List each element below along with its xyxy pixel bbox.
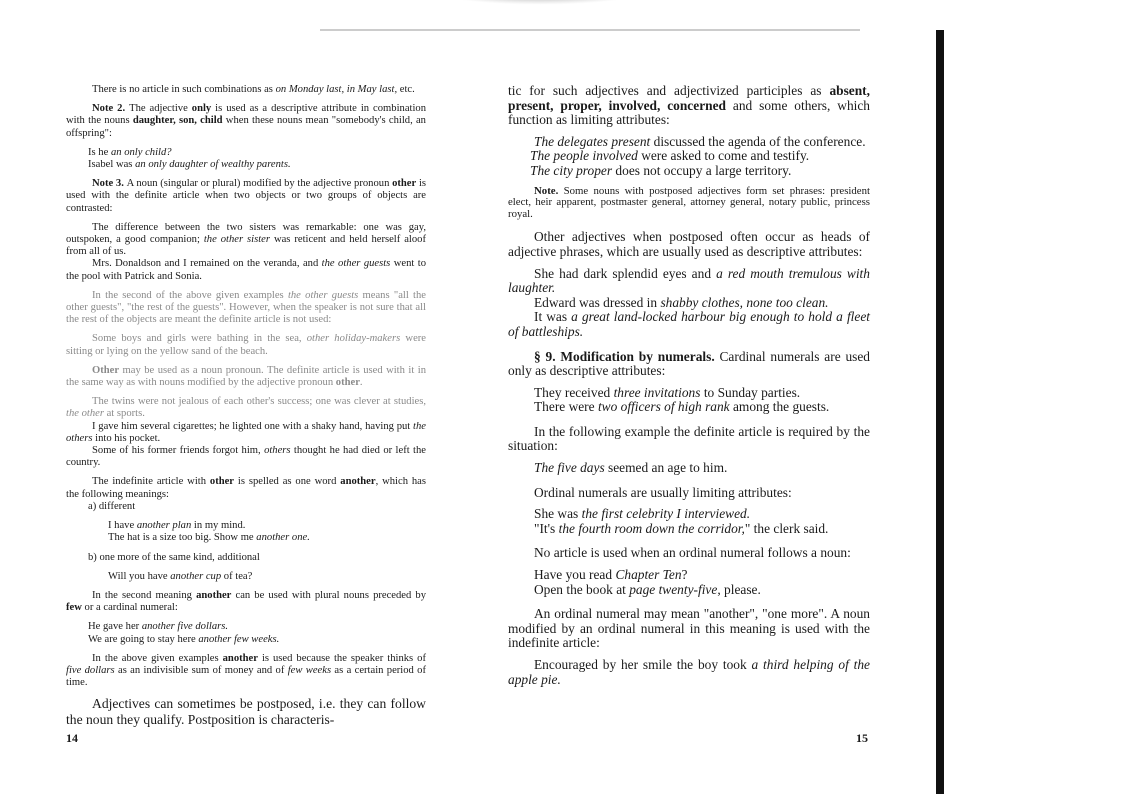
paragraph [508, 607, 870, 651]
text-run: two officers of high rank [597, 399, 730, 415]
text-run: ? [681, 567, 688, 583]
paragraph [66, 84, 426, 96]
text-run: another [196, 589, 232, 601]
text-run: another [222, 652, 258, 664]
text-run: Note 3. [92, 178, 127, 190]
example [508, 522, 870, 537]
text-run: when these nouns mean "somebody's child, an offspring": [66, 115, 426, 139]
text-run: were sitting or lying on the yellow sand of the beach. [66, 333, 426, 357]
text-run: Is he [88, 146, 111, 158]
text-run: an only child? [110, 146, 172, 158]
text-run: absent, present, proper, involved, concerned [508, 83, 870, 113]
text-run: Some boys and girls were bathing in the sea, [92, 333, 307, 345]
paragraph [66, 590, 426, 614]
note-3 [66, 178, 426, 215]
example [508, 164, 870, 179]
text-run: Ordinal numerals are usually limiting attributes: [534, 484, 792, 500]
scan-edge-bar [936, 30, 944, 794]
text-run: a great land-locked harbour big enough to hold a fleet of battleships. [508, 309, 870, 339]
text-run: , please. [717, 581, 761, 597]
text-run: Some of his former friends forgot him, [92, 445, 265, 457]
text-run: Edward was dressed in [534, 294, 661, 310]
text-run: The people involved [530, 148, 638, 164]
text-run: Other adjectives when postposed often occur as heads of adjective phrases, which are usually used as descriptive attributes: [508, 229, 870, 259]
example [508, 400, 870, 415]
text-run: or a cardinal numeral: [81, 602, 178, 614]
text-run: § 9. Modification by numerals. [534, 348, 715, 364]
example [508, 658, 870, 687]
text-run: another one. [256, 532, 310, 544]
text-run: The five days [534, 460, 605, 476]
example [66, 333, 426, 357]
text-run: discussed the agenda of the conference. [650, 133, 866, 149]
paragraph [66, 476, 426, 500]
text-run: We are going to stay here [88, 633, 199, 645]
text-run: can be used with plural nouns preceded by [231, 589, 426, 601]
text-run: other [335, 377, 360, 389]
text-run: is spelled as one word [234, 476, 341, 488]
example [66, 532, 426, 544]
text-run: Encouraged by her smile the boy took [534, 657, 752, 672]
text-run: only [191, 103, 212, 115]
text-run: means "all the other guests", "the rest of the guests". However, when the speaker is not sure that all the rest of the objects are meant the definite article is not used: [66, 289, 426, 326]
example [508, 507, 870, 522]
text-run: went to the pool with Patrick and Sonia. [66, 258, 426, 282]
text-run: five dollars [66, 664, 115, 676]
paragraph [508, 546, 870, 561]
text-run: others [264, 445, 291, 457]
example [508, 583, 870, 598]
paragraph [66, 290, 426, 327]
text-run: Cardinal numerals are used only as descriptive attributes: [508, 348, 870, 379]
list-label [66, 501, 426, 513]
text-run: as a certain period of time. [66, 664, 427, 689]
paragraph [508, 425, 870, 454]
text-run: It was [534, 309, 572, 325]
text-run: "It's [534, 520, 559, 536]
example [66, 520, 426, 532]
example [66, 147, 426, 159]
note [508, 186, 870, 221]
example [66, 222, 426, 259]
text-run: There were [534, 399, 598, 415]
example [66, 634, 426, 646]
text-run: I have [108, 520, 137, 532]
text-run: She had dark splendid eyes and [534, 265, 717, 281]
text-run: A noun (singular or plural) modified by the adjective pronoun [126, 178, 393, 190]
text-run: another [340, 476, 376, 488]
example [66, 621, 426, 633]
paragraph [66, 696, 426, 726]
text-run: No article is used when an ordinal numeral follows a noun: [534, 545, 851, 561]
text-run: He gave her [88, 621, 142, 633]
text-run: a red mouth tremulous with laughter. [508, 265, 870, 296]
text-run: " the clerk said. [744, 520, 829, 536]
text-run: and some others, which function as limiting attributes: [508, 97, 870, 128]
right-page-column [508, 84, 870, 687]
left-page-column [66, 84, 426, 727]
text-run: Isabel was [88, 159, 136, 171]
example [508, 568, 870, 583]
text-run: few [66, 602, 82, 614]
text-run: among the guests. [729, 399, 830, 415]
text-run: is used with the definite article when two objects or two groups of objects are contrasted: [66, 178, 427, 214]
text-run: an only daughter of wealthy parents. [135, 159, 291, 171]
text-run: another five dollars. [141, 621, 229, 633]
text-run: another plan [136, 520, 192, 532]
example [508, 267, 870, 296]
paragraph [66, 365, 426, 389]
text-run: In the second of the above given examples [92, 289, 288, 301]
text-run: The city proper [530, 162, 613, 178]
text-run: She was [534, 506, 582, 522]
text-run: An ordinal numeral may mean "another", "one more". A noun modified by an ordinal numeral in this meaning is used with the indefinite article: [508, 606, 870, 651]
text-run: another cup [170, 570, 222, 582]
page-number-left: 14 [66, 731, 78, 745]
text-run: as an indivisible sum of money and of [114, 664, 288, 676]
text-run: into his pocket. [92, 432, 161, 444]
text-run: Some nouns with postposed adjectives form set phrases: president elect, heir apparent, postmaster general, attorney general, notary public, princess royal. [508, 184, 870, 220]
example [508, 149, 870, 164]
text-run: thought he had died or left the country. [66, 445, 426, 469]
text-run: the other sister [203, 234, 270, 246]
text-run: a third helping of the apple pie. [508, 657, 870, 687]
text-run: The difference between the two sisters was remarkable: one was gay, outspoken, a good companion; [66, 221, 426, 246]
note-2 [66, 103, 426, 140]
paragraph [508, 84, 870, 128]
text-run: . [359, 377, 363, 389]
text-run: shabby clothes, none too clean. [660, 294, 829, 310]
text-run: another few weeks. [198, 633, 280, 645]
text-run: Other [92, 364, 120, 376]
text-run: The indefinite article with [92, 476, 210, 488]
text-run: seemed an age to him. [604, 460, 728, 476]
text-run: Note 2. [92, 103, 130, 115]
text-run: is used as a descriptive attribute in combination with the nouns [66, 103, 427, 127]
text-run: other [392, 178, 417, 190]
scan-shadow-top [300, 0, 860, 34]
text-run: may be used as a noun pronoun. The definite article is used with it in the same way as with nouns modified by the adjective pronoun [66, 364, 426, 389]
example [66, 421, 426, 445]
example [66, 258, 426, 282]
text-run: the first celebrity I interviewed. [581, 506, 751, 522]
text-run: the other guests [287, 289, 359, 301]
example [508, 461, 870, 476]
text-run: page twenty-five [629, 581, 718, 597]
text-run: Chapter Ten [615, 567, 682, 583]
paragraph [66, 653, 426, 690]
text-run: etc. [397, 84, 415, 95]
text-run: Open the book at [534, 581, 630, 597]
text-run: b) one more of the same kind, additional [88, 551, 260, 563]
list-label [66, 552, 426, 564]
text-run: In the above given examples [92, 652, 223, 664]
text-run: of tea? [221, 570, 253, 582]
text-run: the others [66, 420, 426, 444]
text-run: The twins were not jealous of each other's success; one was clever at studies, [92, 396, 426, 408]
page-number-right: 15 [856, 731, 868, 745]
paragraph [508, 230, 870, 259]
text-run: other [209, 476, 235, 488]
text-run: the fourth room down the corridor, [558, 520, 745, 536]
text-run: In the following example the definite article is required by the situation: [508, 423, 870, 454]
text-run: The adjective [129, 103, 192, 115]
example [508, 310, 870, 339]
text-run: tic for such adjectives and adjectivized participles as [508, 83, 830, 98]
text-run: at sports. [103, 408, 145, 420]
text-run: other holiday-makers [306, 333, 401, 345]
text-run: was reticent and held herself aloof from all of us. [66, 234, 426, 258]
text-run: I gave him several cigarettes; he lighted one with a shaky hand, having put [92, 420, 414, 432]
text-run: a) different [88, 500, 136, 512]
text-run: Mrs. Donaldson and I remained on the veranda, and [92, 258, 322, 270]
text-run: is used because the speaker thinks of [257, 652, 426, 664]
text-run: Note. [534, 184, 564, 197]
text-run: In the second meaning [92, 589, 197, 601]
text-run: daughter, son, child [132, 115, 223, 127]
text-run: on Monday last, in May last, [275, 84, 398, 95]
example [66, 396, 426, 420]
paragraph [508, 486, 870, 501]
example [66, 445, 426, 469]
example [66, 159, 426, 171]
text-run: , which has the following meanings: [66, 476, 426, 500]
text-run: Adjectives can sometimes be postposed, i.e. they can follow the noun they qualify. Postposition is characteris- [66, 696, 426, 727]
text-run: few weeks [287, 664, 332, 676]
text-run: the other [66, 408, 104, 420]
text-run: The hat is a size too big. Show me [108, 532, 257, 544]
example [508, 296, 870, 311]
example [508, 135, 870, 150]
text-run: They received [534, 384, 614, 400]
example [508, 386, 870, 401]
section-9-heading [508, 350, 870, 379]
text-run: to Sunday parties. [700, 384, 801, 400]
text-run: three invitations [613, 384, 701, 400]
text-run: does not occupy a large territory. [612, 162, 792, 178]
text-run: There is no article in such combinations as [92, 84, 276, 95]
text-run: Have you read [534, 567, 616, 583]
text-run: Will you have [108, 570, 171, 582]
text-run: the other guests [321, 258, 391, 270]
text-run: were asked to come and testify. [637, 148, 810, 164]
example [66, 571, 426, 583]
text-run: The delegates present [534, 133, 651, 149]
text-run: in my mind. [191, 520, 246, 532]
